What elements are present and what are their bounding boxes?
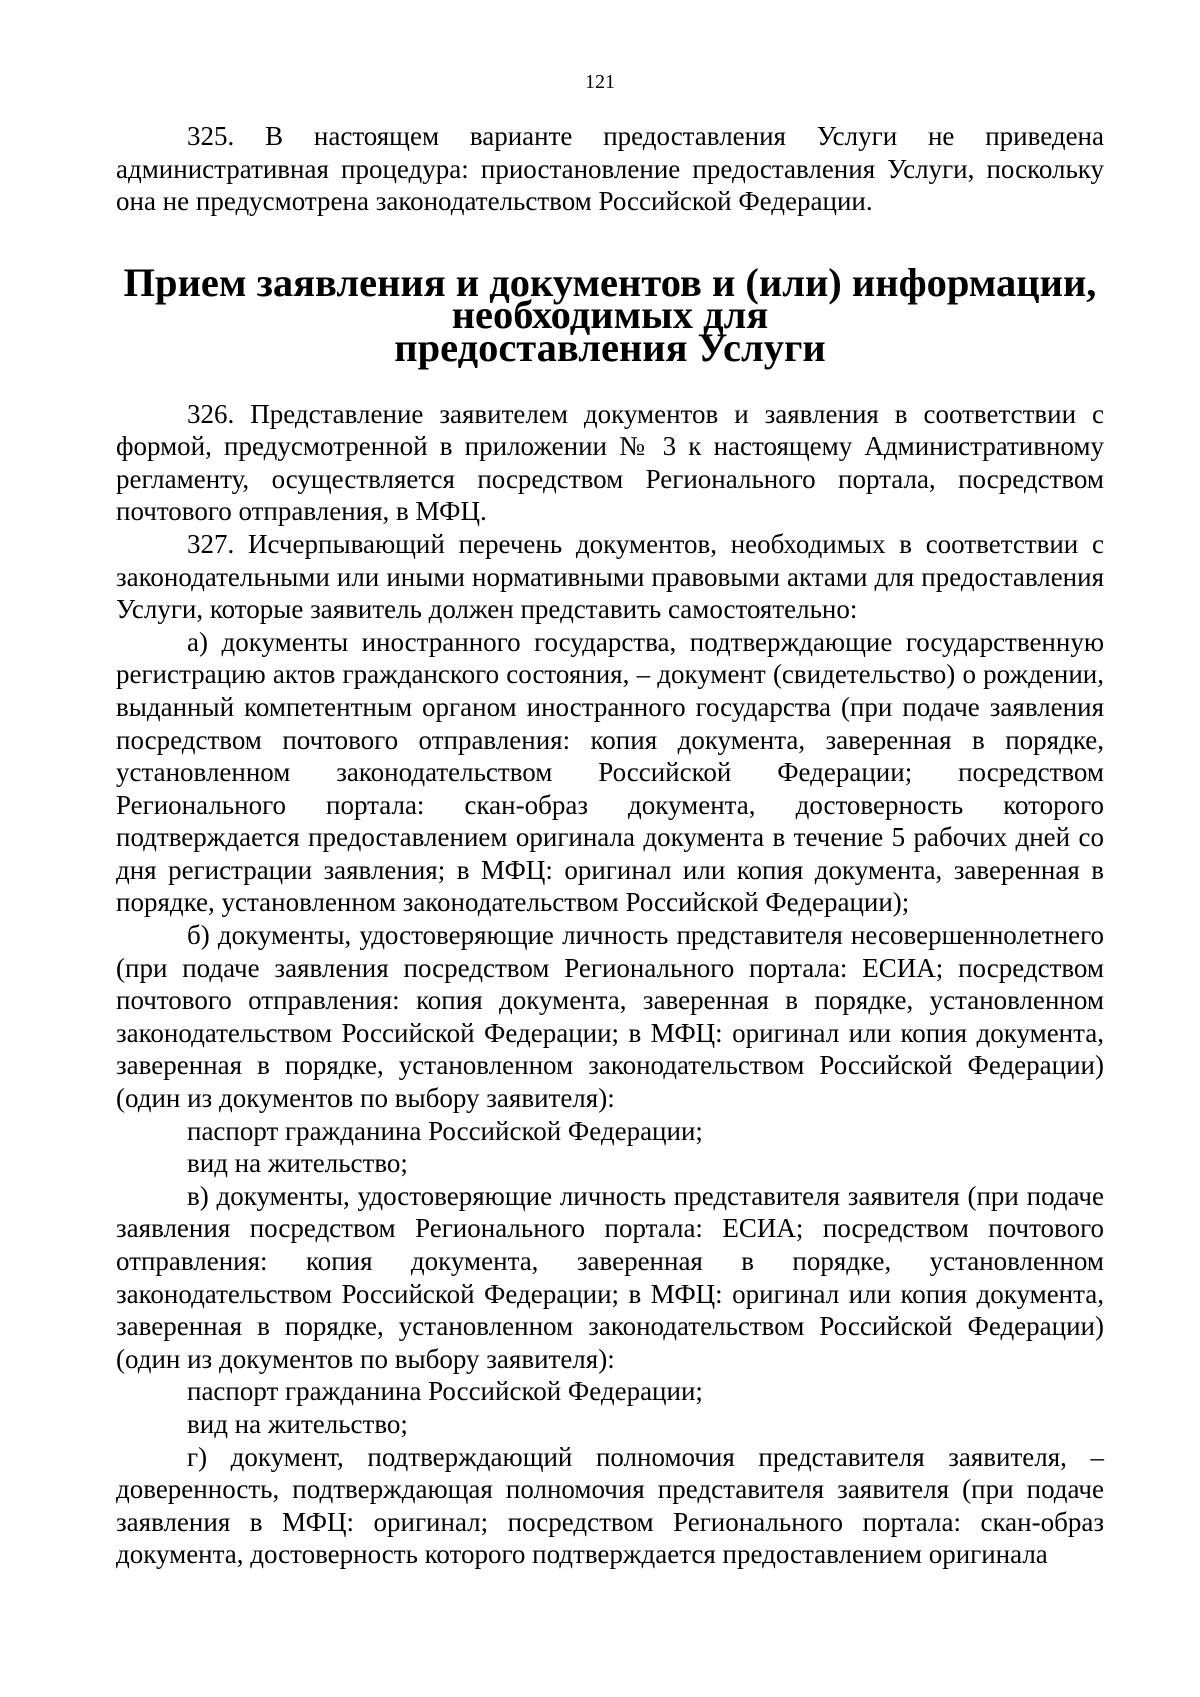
- list-item-g: г) документ, подтверждающий полномочия представителя заявителя, – доверенность, подтверждающая полномочия представителя заявителя (при подаче заявления в МФЦ: оригинал; посредством Регионального портала: скан-образ документа, достоверность которого подтверждается предоставлением оригинала: [116, 1441, 1104, 1570]
- section-heading-line-2: предоставления Услуги: [394, 324, 826, 370]
- paragraph-326: 326. Представление заявителем документов и заявления в соответствии с формой, предусмотренной в приложении № 3 к настоящему Административному регламенту, осуществляется посредством Регионального портала, посредством почтового отправления, в МФЦ.: [116, 398, 1104, 527]
- list-item-b: б) документы, удостоверяющие личность представителя несовершеннолетнего (при подаче заявления посредством Регионального портала: ЕСИА; посредством почтового отправления: копия документа, заверенная в порядке, установленном законодательством Российской Федерации; в МФЦ: оригинал или копия документа, заверенная в порядке, установленном законодательством Российской Федерации) (один из документов по выбору заявителя):: [116, 920, 1104, 1114]
- list-line-residence-permit-1: вид на жительство;: [187, 1148, 408, 1179]
- paragraph-327: 327. Исчерпывающий перечень документов, необходимых в соответствии с законодательными или иными нормативными правовыми актами для предоставления Услуги, которые заявитель должен представить самостоятельно:: [116, 528, 1104, 625]
- section-heading-line-1: Прием заявления и документов и (или) информации, необходимых для: [123, 259, 1097, 338]
- list-item-a: а) документы иностранного государства, подтверждающие государственную регистрацию актов гражданского состояния, – документ (свидетельство) о рождении, выданный компетентным органом иностранного государства (при подаче заявления посредством почтового отправления: копия документа, заверенная в порядке, установленном законодательством Российской Федерации; посредством Регионального портала: скан-образ документа, достоверность которого подтверждается предоставлением оригинала документа в течение 5 рабочих дней со дня регистрации заявления; в МФЦ: оригинал или копия документа, заверенная в порядке, установленном законодательством Российской Федерации);: [116, 626, 1104, 918]
- page-number: 121: [585, 71, 615, 93]
- list-line-passport-2: паспорт гражданина Российской Федерации;: [187, 1376, 703, 1407]
- list-line-residence-permit-2: вид на жительство;: [187, 1408, 408, 1439]
- section-heading: [116, 259, 1104, 370]
- paragraph-325: 325. В настоящем варианте предоставления Услуги не приведена административная процедура: приостановление предоставления Услуги, поскольку она не предусмотрена законодательством Российской Федерации.: [116, 121, 1104, 217]
- document-body: [116, 120, 1104, 1571]
- list-item-v: в) документы, удостоверяющие личность представителя заявителя (при подаче заявления посредством Регионального портала: ЕСИА; посредством почтового отправления: копия документа, заверенная в порядке, установленном законодательством Российской Федерации; в МФЦ: оригинал или копия документа, заверенная в порядке, установленном законодательством Российской Федерации) (один из документов по выбору заявителя):: [116, 1180, 1104, 1374]
- list-line-passport-1: паспорт гражданина Российской Федерации;: [187, 1115, 703, 1146]
